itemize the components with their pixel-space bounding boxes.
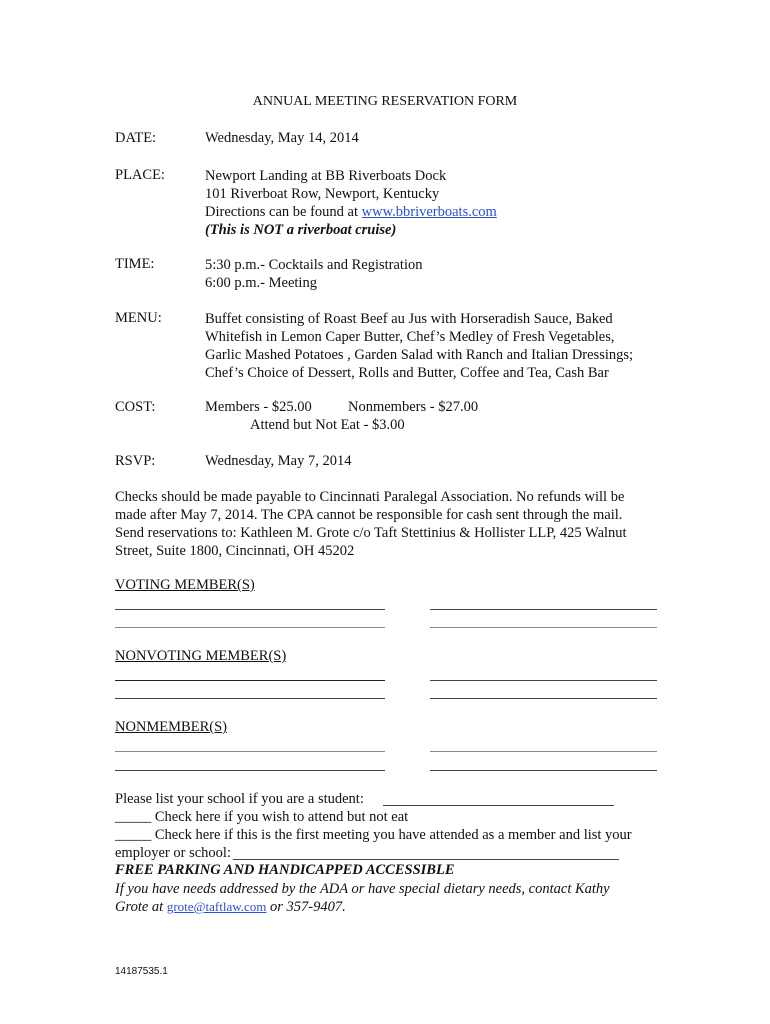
place-line-1: Newport Landing at BB Riverboats Dock xyxy=(205,168,447,184)
first-meeting-checkline[interactable]: _____ Check here if this is the first meeting you have attended as a member and list your xyxy=(115,827,632,843)
place-line-2: 101 Riverboat Row, Newport, Kentucky xyxy=(205,186,440,202)
time-line-2: 6:00 p.m.- Meeting xyxy=(205,275,317,291)
voting-member-field-2[interactable] xyxy=(430,609,657,610)
checks-line-1: Checks should be made payable to Cincinnati Paralegal Association. No refunds will be xyxy=(115,489,625,505)
employer-field[interactable] xyxy=(233,859,619,860)
nonmember-field-2[interactable] xyxy=(430,751,657,752)
menu-line-1: Buffet consisting of Roast Beef au Jus with Horseradish Sauce, Baked xyxy=(205,311,613,327)
nonvoting-member-field-4[interactable] xyxy=(430,698,657,699)
nonmember-field-1[interactable] xyxy=(115,751,385,752)
checks-line-4: Street, Suite 1800, Cincinnati, OH 45202 xyxy=(115,543,355,559)
document-id: 14187535.1 xyxy=(115,966,168,977)
nonmembers-heading: NONMEMBER(S) xyxy=(115,719,227,735)
date-label: DATE: xyxy=(115,130,157,146)
voting-members-heading: VOTING MEMBER(S) xyxy=(115,577,255,593)
nonmember-field-3[interactable] xyxy=(115,770,385,771)
time-block xyxy=(205,256,422,292)
form-title: ANNUAL MEETING RESERVATION FORM xyxy=(252,94,518,109)
nonvoting-member-field-2[interactable] xyxy=(430,680,657,681)
checks-paragraph xyxy=(115,488,627,560)
date-value: Wednesday, May 14, 2014 xyxy=(205,130,359,146)
school-prompt: Please list your school if you are a student: xyxy=(115,791,364,807)
cost-nonmembers: Nonmembers - $27.00 xyxy=(348,399,479,415)
attend-not-eat-checkline[interactable]: _____ Check here if you wish to attend but not eat xyxy=(115,809,409,825)
place-block xyxy=(205,167,497,239)
rsvp-value: Wednesday, May 7, 2014 xyxy=(205,453,352,469)
checks-line-3: Send reservations to: Kathleen M. Grote c/o Taft Stettinius & Hollister LLP, 425 Walnut xyxy=(115,525,627,541)
voting-member-field-1[interactable] xyxy=(115,609,385,610)
checks-line-2: made after May 7, 2014. The CPA cannot be responsible for cash sent through the mail. xyxy=(115,507,623,523)
parking-notice: FREE PARKING AND HANDICAPPED ACCESSIBLE xyxy=(115,862,455,878)
menu-line-3: Garlic Mashed Potatoes , Garden Salad with Ranch and Italian Dressings; xyxy=(205,347,634,363)
time-line-1: 5:30 p.m.- Cocktails and Registration xyxy=(205,257,423,273)
rsvp-label: RSVP: xyxy=(115,453,156,469)
cost-members: Members - $25.00 xyxy=(205,399,312,415)
nonmember-field-4[interactable] xyxy=(430,770,657,771)
voting-member-field-4[interactable] xyxy=(430,627,657,628)
nonvoting-member-field-1[interactable] xyxy=(115,680,385,681)
nonvoting-members-heading: NONVOTING MEMBER(S) xyxy=(115,648,287,664)
menu-line-4: Chef’s Choice of Dessert, Rolls and Butter, Coffee and Tea, Cash Bar xyxy=(205,365,609,381)
voting-member-field-3[interactable] xyxy=(115,627,385,628)
employer-prompt: employer or school: xyxy=(115,845,231,861)
ada-suffix: or 357-9407. xyxy=(266,899,346,915)
school-field[interactable] xyxy=(383,805,614,806)
menu-label: MENU: xyxy=(115,310,162,326)
place-note: (This is NOT a riverboat cruise) xyxy=(205,222,397,238)
place-directions xyxy=(205,203,497,221)
place-label: PLACE: xyxy=(115,167,165,183)
directions-prefix: Directions can be found at xyxy=(205,204,362,220)
menu-line-2: Whitefish in Lemon Caper Butter, Chef’s Medley of Fresh Vegetables, xyxy=(205,329,615,345)
time-label: TIME: xyxy=(115,256,155,272)
menu-block xyxy=(205,310,633,382)
ada-notice xyxy=(115,880,610,916)
nonvoting-member-field-3[interactable] xyxy=(115,698,385,699)
cost-attend-not-eat: Attend but Not Eat - $3.00 xyxy=(250,417,405,433)
ada-prefix: Grote at xyxy=(115,899,167,915)
ada-line-1: If you have needs addressed by the ADA or have special dietary needs, contact Kathy xyxy=(115,881,610,897)
contact-email-link[interactable]: grote@taftlaw.com xyxy=(166,899,267,914)
cost-label: COST: xyxy=(115,399,156,415)
ada-line-2 xyxy=(115,898,610,916)
directions-link[interactable]: www.bbriverboats.com xyxy=(361,204,497,220)
